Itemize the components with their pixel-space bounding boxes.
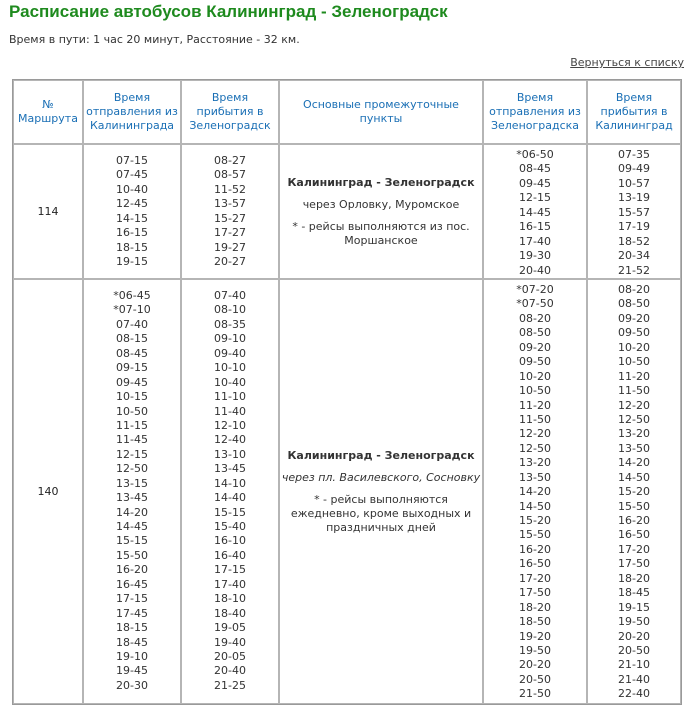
time-entry: *07-50 — [516, 297, 554, 311]
table-row — [13, 279, 681, 704]
time-entry: 20-50 — [618, 643, 650, 657]
time-entry: 20-27 — [214, 255, 246, 269]
time-entry: 14-40 — [214, 491, 246, 505]
route-number: 114 — [13, 144, 83, 279]
time-entry: 19-20 — [519, 629, 551, 643]
time-entry: 07-40 — [116, 317, 148, 331]
route-number: 140 — [13, 279, 83, 704]
time-entry: 15-20 — [519, 514, 551, 527]
time-entry: 07-15 — [116, 154, 148, 167]
time-entry: 10-15 — [116, 390, 148, 404]
page-title: Расписание автобусов Калининград - Зеленоградск — [9, 2, 448, 21]
time-entry: 15-27 — [214, 211, 246, 225]
time-entry: 07-45 — [116, 168, 148, 182]
time-entry: 21-25 — [214, 678, 246, 692]
time-entry: 11-40 — [214, 404, 246, 418]
time-entry: 17-19 — [618, 220, 650, 234]
time-entry: 18-20 — [618, 571, 650, 585]
time-entry: 15-50 — [116, 548, 148, 562]
time-entry: 09-50 — [519, 355, 551, 369]
time-entry: 16-50 — [519, 557, 551, 571]
time-entry: 12-15 — [116, 447, 148, 461]
departures-kaliningrad-list — [83, 144, 181, 279]
header-arrival-kaliningrad: Время прибытия в Калининград — [587, 80, 681, 144]
time-entry: 15-50 — [618, 499, 650, 513]
time-entry: 18-52 — [618, 234, 650, 248]
time-entry: 19-50 — [618, 615, 650, 629]
time-entry: 17-27 — [214, 226, 246, 240]
time-entry: 13-20 — [618, 427, 650, 441]
time-entry: 20-30 — [116, 678, 148, 692]
points-title: Калининград - Зеленоградск — [287, 175, 475, 189]
time-entry: 21-52 — [618, 263, 650, 277]
time-entry: 10-50 — [116, 404, 148, 418]
arrivals-zelenogradsk-list — [181, 279, 279, 704]
time-entry: 11-50 — [519, 412, 551, 426]
time-entry: 14-45 — [116, 520, 148, 533]
time-entry: 12-50 — [519, 441, 551, 455]
time-entry: 12-45 — [116, 197, 148, 211]
time-entry: 13-45 — [116, 491, 148, 505]
time-entry: 13-45 — [214, 462, 246, 476]
time-entry: 16-20 — [618, 514, 650, 527]
time-entry: 15-15 — [116, 534, 148, 548]
time-entry: 11-15 — [116, 418, 148, 432]
time-entry: 12-15 — [519, 191, 551, 205]
time-entry: 15-50 — [519, 528, 551, 542]
time-entry: 07-40 — [214, 289, 246, 302]
time-entry: 08-10 — [214, 303, 246, 317]
time-entry: 08-50 — [618, 297, 650, 311]
time-entry: 09-40 — [214, 346, 246, 360]
intermediate-points — [279, 144, 483, 279]
time-entry: 09-45 — [519, 176, 551, 190]
time-entry: 20-20 — [519, 658, 551, 672]
time-entry: 19-30 — [519, 249, 551, 263]
arrivals-kaliningrad-list — [587, 279, 681, 704]
time-entry: 20-40 — [214, 664, 246, 678]
time-entry: 17-45 — [116, 606, 148, 620]
time-entry: 20-40 — [519, 263, 551, 277]
time-entry: 20-05 — [214, 649, 246, 663]
time-entry: 10-20 — [618, 340, 650, 354]
time-entry: 12-20 — [519, 427, 551, 441]
time-entry: 16-15 — [116, 226, 148, 240]
time-entry: 18-45 — [116, 635, 148, 649]
time-entry: 17-15 — [214, 563, 246, 577]
time-entry: 19-15 — [618, 600, 650, 614]
time-entry: *07-10 — [113, 303, 151, 317]
time-entry: 16-20 — [519, 542, 551, 556]
points-note: * - рейсы выполняются из пос. Моршанское — [292, 219, 470, 247]
time-entry: 19-10 — [116, 649, 148, 663]
time-entry: *06-45 — [113, 289, 151, 302]
time-entry: 20-34 — [618, 249, 650, 263]
time-entry: *06-50 — [516, 148, 554, 161]
header-arrival-zelenogradsk: Время прибытия в Зеленоградск — [181, 80, 279, 144]
time-entry: 14-50 — [519, 499, 551, 513]
time-entry: 19-27 — [214, 240, 246, 254]
time-entry: 21-50 — [519, 687, 551, 701]
time-entry: 21-40 — [618, 672, 650, 686]
time-entry: 19-45 — [116, 664, 148, 678]
time-entry: 10-50 — [618, 355, 650, 369]
time-entry: 18-45 — [618, 586, 650, 600]
departures-zelenogradsk-list — [483, 144, 587, 279]
header-departure-zelenogradsk: Время отправления из Зеленоградска — [483, 80, 587, 144]
time-entry: 16-50 — [618, 528, 650, 542]
points-note: * - рейсы выполняются ежедневно, кроме выходных и праздничных дней — [290, 492, 472, 534]
time-entry: 07-35 — [618, 148, 650, 161]
departures-kaliningrad-list — [83, 279, 181, 704]
time-entry: 09-15 — [116, 361, 148, 375]
time-entry: 13-20 — [519, 456, 551, 470]
time-entry: 12-50 — [116, 462, 148, 476]
time-entry: 09-45 — [116, 375, 148, 389]
time-entry: 08-35 — [214, 317, 246, 331]
time-entry: 14-15 — [116, 211, 148, 225]
time-entry: 18-10 — [214, 592, 246, 606]
time-entry: 16-20 — [116, 563, 148, 577]
time-entry: 08-15 — [116, 332, 148, 346]
time-entry: 13-19 — [618, 191, 650, 205]
time-entry: 16-15 — [519, 220, 551, 234]
time-entry: 19-15 — [116, 255, 148, 269]
time-entry: 21-10 — [618, 658, 650, 672]
time-entry: 17-40 — [214, 577, 246, 591]
points-title: Калининград - Зеленоградск — [287, 448, 475, 462]
time-entry: 13-10 — [214, 447, 246, 461]
time-entry: 08-45 — [519, 162, 551, 176]
time-entry: 14-20 — [116, 505, 148, 519]
time-entry: 10-40 — [214, 375, 246, 389]
time-entry: 09-10 — [214, 332, 246, 346]
time-entry: 08-20 — [618, 283, 650, 296]
time-entry: 18-40 — [214, 606, 246, 620]
header-departure-kaliningrad: Время отправления из Калининграда — [83, 80, 181, 144]
time-entry: 08-45 — [116, 346, 148, 360]
time-entry: 13-15 — [116, 476, 148, 490]
header-intermediate-points: Основные промежуточные пункты — [279, 80, 483, 144]
time-entry: 09-49 — [618, 162, 650, 176]
time-entry: 17-40 — [519, 234, 551, 248]
departures-zelenogradsk-list — [483, 279, 587, 704]
time-entry: 15-20 — [618, 485, 650, 499]
header-route: № Маршрута — [13, 80, 83, 144]
arrivals-kaliningrad-list — [587, 144, 681, 279]
time-entry: 18-15 — [116, 621, 148, 635]
time-entry: 15-40 — [214, 520, 246, 533]
time-entry: 15-57 — [618, 205, 650, 219]
time-entry: 12-10 — [214, 418, 246, 432]
time-entry: 09-50 — [618, 326, 650, 340]
time-entry: 11-52 — [214, 182, 246, 196]
time-entry: 13-50 — [618, 441, 650, 455]
time-entry: 20-20 — [618, 629, 650, 643]
time-entry: 10-57 — [618, 176, 650, 190]
time-entry: 14-20 — [618, 456, 650, 470]
time-entry: 17-50 — [519, 586, 551, 600]
time-entry: 12-20 — [618, 398, 650, 412]
back-to-list-link[interactable]: Вернуться к списку — [570, 56, 684, 69]
time-entry: 16-40 — [214, 548, 246, 562]
time-entry: 14-20 — [519, 485, 551, 499]
arrivals-zelenogradsk-list — [181, 144, 279, 279]
points-via: через Орловку, Муромское — [302, 197, 460, 211]
time-entry: 20-50 — [519, 672, 551, 686]
time-entry: 18-50 — [519, 615, 551, 629]
time-entry: 15-15 — [214, 505, 246, 519]
time-entry: 13-57 — [214, 197, 246, 211]
time-entry: 14-50 — [618, 470, 650, 484]
intermediate-points — [279, 279, 483, 704]
schedule-table — [12, 79, 682, 705]
time-entry: 18-20 — [519, 600, 551, 614]
time-entry: 10-50 — [519, 384, 551, 398]
time-entry: 14-10 — [214, 476, 246, 490]
time-entry: 18-15 — [116, 240, 148, 254]
time-entry: 17-20 — [519, 571, 551, 585]
time-entry: 16-45 — [116, 577, 148, 591]
time-entry: 08-27 — [214, 154, 246, 167]
time-entry: 09-20 — [618, 311, 650, 325]
table-header-row — [13, 80, 681, 144]
time-entry: 12-40 — [214, 433, 246, 447]
time-entry: 08-20 — [519, 311, 551, 325]
time-entry: 11-50 — [618, 384, 650, 398]
time-entry: 19-40 — [214, 635, 246, 649]
time-entry: 19-05 — [214, 621, 246, 635]
table-row — [13, 144, 681, 279]
time-entry: 11-10 — [214, 390, 246, 404]
time-entry: 10-20 — [519, 369, 551, 383]
time-entry: 12-50 — [618, 412, 650, 426]
time-entry: 16-10 — [214, 534, 246, 548]
time-entry: 17-15 — [116, 592, 148, 606]
time-entry: 10-10 — [214, 361, 246, 375]
time-entry: 11-20 — [519, 398, 551, 412]
time-entry: 22-40 — [618, 687, 650, 701]
time-entry: 09-20 — [519, 340, 551, 354]
time-entry: 08-50 — [519, 326, 551, 340]
time-entry: 14-45 — [519, 205, 551, 219]
time-entry: *07-20 — [516, 283, 554, 296]
time-entry: 19-50 — [519, 643, 551, 657]
time-entry: 17-50 — [618, 557, 650, 571]
time-entry: 11-20 — [618, 369, 650, 383]
time-entry: 08-57 — [214, 168, 246, 182]
trip-info: Время в пути: 1 час 20 минут, Расстояние - 32 км. — [9, 33, 300, 46]
time-entry: 13-50 — [519, 470, 551, 484]
points-via: через пл. Василевского, Сосновку — [281, 470, 481, 484]
time-entry: 17-20 — [618, 542, 650, 556]
time-entry: 10-40 — [116, 182, 148, 196]
time-entry: 11-45 — [116, 433, 148, 447]
